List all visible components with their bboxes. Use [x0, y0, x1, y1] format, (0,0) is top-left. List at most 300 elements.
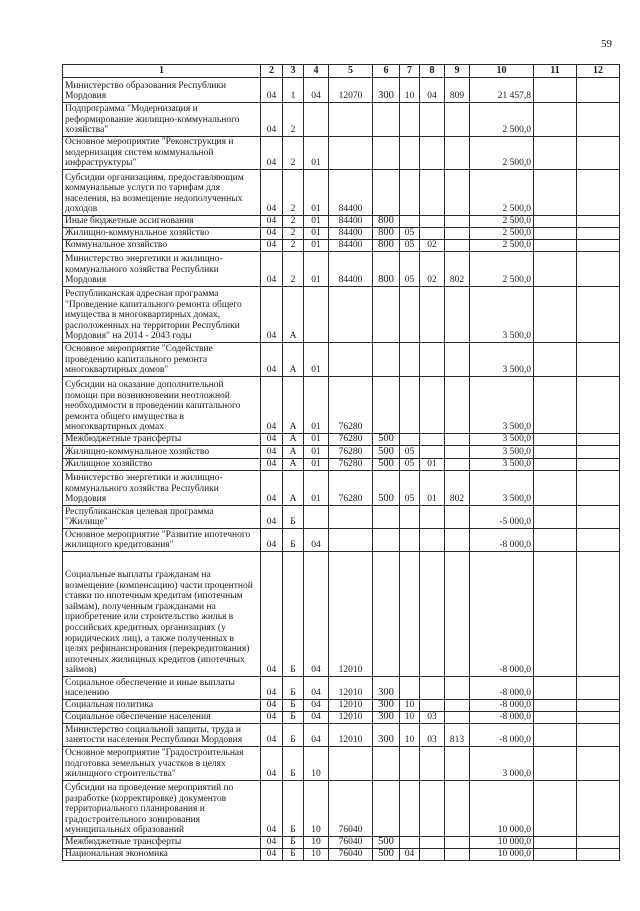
- cell-col-12: [577, 103, 620, 137]
- row-name: Республиканская адресная программа "Проведение капитального ремонта общего имущества в многоквартирных домах, расположенных на территории Республики Мордовия" на 2014 - 2043 годы: [63, 287, 261, 343]
- cell-col-12: [577, 240, 620, 252]
- cell-amount: -8 000,0: [470, 724, 534, 747]
- column-header-9: 9: [445, 65, 470, 78]
- table-row: [63, 252, 620, 287]
- cell-ministry-code: 04: [261, 446, 283, 459]
- cell-section-code: 05: [400, 240, 420, 252]
- cell-program-code: А: [283, 377, 304, 434]
- row-name: Министерство энергетики и жилищно-коммунального хозяйства Республики Мордовия: [63, 252, 261, 287]
- table-row: [63, 137, 620, 170]
- row-name: Республиканская целевая программа "Жилище": [63, 506, 261, 529]
- cell-type-code: 300: [373, 78, 400, 103]
- cell-amount: 3 500,0: [470, 471, 534, 506]
- cell-col-12: [577, 252, 620, 287]
- row-name: Межбюджетные трансферты: [63, 434, 261, 446]
- table-row: [63, 781, 620, 837]
- cell-expense-code: 12010: [329, 552, 373, 677]
- row-name: Субсидии на проведение мероприятий по разработке (корректировке) документов территориального планирования и градостроительного зонирования муниципальных образований: [63, 781, 261, 837]
- cell-type-code: 300: [373, 712, 400, 724]
- table-row: [63, 700, 620, 712]
- cell-col-12: [577, 677, 620, 700]
- cell-col-11: [534, 471, 577, 506]
- cell-col-12: [577, 552, 620, 677]
- cell-section-code: [400, 677, 420, 700]
- cell-col-12: [577, 434, 620, 446]
- cell-section-code: [400, 287, 420, 343]
- cell-agency-code: [445, 137, 470, 170]
- cell-subsection-code: 02: [420, 240, 445, 252]
- cell-ministry-code: 04: [261, 103, 283, 137]
- row-name: Министерство образования Республики Мордовия: [63, 78, 261, 103]
- cell-expense-code: 76040: [329, 781, 373, 837]
- cell-col-12: [577, 529, 620, 552]
- cell-amount: 3 500,0: [470, 377, 534, 434]
- table-row: [63, 446, 620, 459]
- cell-program-code: А: [283, 459, 304, 471]
- cell-amount: 2 500,0: [470, 252, 534, 287]
- cell-type-code: 500: [373, 471, 400, 506]
- cell-col-11: [534, 137, 577, 170]
- table-row: [63, 216, 620, 228]
- cell-expense-code: 84400: [329, 170, 373, 216]
- cell-ministry-code: 04: [261, 170, 283, 216]
- cell-ministry-code: 04: [261, 724, 283, 747]
- cell-amount: 3 500,0: [470, 459, 534, 471]
- cell-program-code: 2: [283, 103, 304, 137]
- cell-ministry-code: 04: [261, 747, 283, 781]
- cell-subsection-code: [420, 506, 445, 529]
- cell-subprogram-code: 10: [304, 837, 329, 849]
- cell-section-code: [400, 747, 420, 781]
- cell-ministry-code: 04: [261, 506, 283, 529]
- cell-program-code: А: [283, 343, 304, 377]
- cell-program-code: 1: [283, 78, 304, 103]
- cell-expense-code: [329, 103, 373, 137]
- cell-ministry-code: 04: [261, 529, 283, 552]
- cell-type-code: [373, 377, 400, 434]
- cell-col-11: [534, 712, 577, 724]
- cell-subsection-code: [420, 287, 445, 343]
- cell-section-code: 04: [400, 849, 420, 861]
- cell-subsection-code: [420, 377, 445, 434]
- cell-section-code: [400, 434, 420, 446]
- cell-col-12: [577, 343, 620, 377]
- cell-type-code: 300: [373, 724, 400, 747]
- cell-col-12: [577, 446, 620, 459]
- cell-subsection-code: [420, 216, 445, 228]
- cell-agency-code: [445, 677, 470, 700]
- table-row: [63, 170, 620, 216]
- cell-subsection-code: [420, 343, 445, 377]
- column-header-11: 11: [534, 65, 577, 78]
- table-header-row: [63, 65, 620, 78]
- cell-subprogram-code: 04: [304, 677, 329, 700]
- cell-subprogram-code: 01: [304, 434, 329, 446]
- cell-amount: 10 000,0: [470, 837, 534, 849]
- cell-amount: 2 500,0: [470, 240, 534, 252]
- cell-section-code: [400, 137, 420, 170]
- cell-subprogram-code: 10: [304, 747, 329, 781]
- cell-ministry-code: 04: [261, 377, 283, 434]
- row-name: Подпрограмма "Модернизация и реформирование жилищно-коммунального хозяйства": [63, 103, 261, 137]
- cell-program-code: А: [283, 434, 304, 446]
- row-name: Основное мероприятие "Градостроительная подготовка земельных участков в целях жилищного строительства": [63, 747, 261, 781]
- cell-col-11: [534, 170, 577, 216]
- cell-amount: 2 500,0: [470, 228, 534, 240]
- cell-subprogram-code: 01: [304, 343, 329, 377]
- cell-agency-code: [445, 700, 470, 712]
- cell-section-code: 10: [400, 700, 420, 712]
- cell-ministry-code: 04: [261, 228, 283, 240]
- row-name: Жилищно-коммунальное хозяйство: [63, 446, 261, 459]
- cell-ministry-code: 04: [261, 712, 283, 724]
- cell-type-code: [373, 287, 400, 343]
- table-row: [63, 459, 620, 471]
- cell-col-11: [534, 446, 577, 459]
- cell-expense-code: [329, 506, 373, 529]
- cell-type-code: 500: [373, 837, 400, 849]
- cell-expense-code: 76280: [329, 377, 373, 434]
- cell-subsection-code: 03: [420, 712, 445, 724]
- table-row: [63, 343, 620, 377]
- cell-ministry-code: 04: [261, 837, 283, 849]
- cell-col-12: [577, 849, 620, 861]
- cell-amount: -8 000,0: [470, 529, 534, 552]
- cell-col-12: [577, 700, 620, 712]
- cell-type-code: 300: [373, 700, 400, 712]
- cell-agency-code: [445, 287, 470, 343]
- cell-subprogram-code: 01: [304, 459, 329, 471]
- cell-subsection-code: 01: [420, 471, 445, 506]
- cell-section-code: [400, 552, 420, 677]
- row-name: Субсидии организациям, предоставляющим коммунальные услуги по тарифам для населения, на возмещение недополученных доходов: [63, 170, 261, 216]
- cell-expense-code: 84400: [329, 228, 373, 240]
- cell-col-11: [534, 287, 577, 343]
- cell-ministry-code: 04: [261, 700, 283, 712]
- row-name: Национальная экономика: [63, 849, 261, 861]
- cell-amount: 2 500,0: [470, 137, 534, 170]
- cell-type-code: [373, 529, 400, 552]
- cell-col-11: [534, 343, 577, 377]
- cell-agency-code: [445, 228, 470, 240]
- cell-type-code: 500: [373, 459, 400, 471]
- cell-type-code: [373, 137, 400, 170]
- cell-subprogram-code: 04: [304, 724, 329, 747]
- cell-amount: 3 500,0: [470, 434, 534, 446]
- cell-col-11: [534, 700, 577, 712]
- column-header-10: 10: [470, 65, 534, 78]
- cell-program-code: Б: [283, 781, 304, 837]
- cell-col-12: [577, 471, 620, 506]
- table-row: [63, 747, 620, 781]
- cell-expense-code: 76280: [329, 459, 373, 471]
- cell-subsection-code: [420, 137, 445, 170]
- cell-section-code: [400, 781, 420, 837]
- column-header-5: 5: [329, 65, 373, 78]
- cell-ministry-code: 04: [261, 677, 283, 700]
- cell-col-12: [577, 228, 620, 240]
- cell-agency-code: [445, 529, 470, 552]
- cell-type-code: 800: [373, 228, 400, 240]
- row-name: Основное мероприятие "Содействие проведению капитального ремонта многоквартирных домов": [63, 343, 261, 377]
- cell-program-code: А: [283, 471, 304, 506]
- cell-col-12: [577, 137, 620, 170]
- cell-ministry-code: 04: [261, 343, 283, 377]
- cell-expense-code: 84400: [329, 216, 373, 228]
- cell-agency-code: [445, 747, 470, 781]
- cell-col-11: [534, 781, 577, 837]
- table-row: [63, 377, 620, 434]
- cell-type-code: [373, 506, 400, 529]
- cell-agency-code: [445, 103, 470, 137]
- cell-subprogram-code: 01: [304, 137, 329, 170]
- cell-col-11: [534, 677, 577, 700]
- cell-section-code: 10: [400, 712, 420, 724]
- cell-program-code: Б: [283, 849, 304, 861]
- cell-expense-code: 84400: [329, 240, 373, 252]
- cell-subprogram-code: 10: [304, 781, 329, 837]
- cell-agency-code: [445, 552, 470, 677]
- cell-program-code: Б: [283, 747, 304, 781]
- cell-subprogram-code: [304, 506, 329, 529]
- cell-program-code: Б: [283, 837, 304, 849]
- cell-col-11: [534, 78, 577, 103]
- cell-program-code: 2: [283, 170, 304, 216]
- column-header-12: 12: [577, 65, 620, 78]
- cell-ministry-code: 04: [261, 434, 283, 446]
- cell-program-code: А: [283, 287, 304, 343]
- cell-type-code: 300: [373, 677, 400, 700]
- cell-ministry-code: 04: [261, 849, 283, 861]
- cell-col-11: [534, 747, 577, 781]
- cell-subprogram-code: 01: [304, 228, 329, 240]
- cell-ministry-code: 04: [261, 287, 283, 343]
- cell-col-12: [577, 781, 620, 837]
- cell-subsection-code: [420, 781, 445, 837]
- cell-section-code: [400, 343, 420, 377]
- cell-agency-code: [445, 434, 470, 446]
- cell-subsection-code: [420, 700, 445, 712]
- cell-subsection-code: 04: [420, 78, 445, 103]
- cell-section-code: [400, 529, 420, 552]
- cell-col-11: [534, 252, 577, 287]
- cell-ministry-code: 04: [261, 552, 283, 677]
- cell-subprogram-code: 04: [304, 552, 329, 677]
- cell-col-11: [534, 724, 577, 747]
- table-row: [63, 837, 620, 849]
- cell-subsection-code: [420, 849, 445, 861]
- cell-subsection-code: 01: [420, 459, 445, 471]
- cell-program-code: 2: [283, 240, 304, 252]
- cell-col-11: [534, 552, 577, 677]
- cell-agency-code: [445, 849, 470, 861]
- cell-amount: -8 000,0: [470, 552, 534, 677]
- cell-agency-code: [445, 506, 470, 529]
- cell-subsection-code: [420, 228, 445, 240]
- table-row: [63, 434, 620, 446]
- cell-type-code: [373, 103, 400, 137]
- cell-amount: 3 500,0: [470, 287, 534, 343]
- cell-col-12: [577, 216, 620, 228]
- cell-expense-code: [329, 747, 373, 781]
- cell-ministry-code: 04: [261, 137, 283, 170]
- cell-col-12: [577, 377, 620, 434]
- cell-agency-code: [445, 170, 470, 216]
- cell-col-11: [534, 459, 577, 471]
- cell-program-code: Б: [283, 724, 304, 747]
- cell-expense-code: 12010: [329, 700, 373, 712]
- cell-agency-code: 802: [445, 471, 470, 506]
- cell-amount: 2 500,0: [470, 170, 534, 216]
- cell-type-code: [373, 747, 400, 781]
- cell-section-code: [400, 377, 420, 434]
- cell-subprogram-code: 01: [304, 240, 329, 252]
- cell-ministry-code: 04: [261, 252, 283, 287]
- row-name: Жилищное хозяйство: [63, 459, 261, 471]
- cell-type-code: [373, 552, 400, 677]
- cell-subsection-code: 02: [420, 252, 445, 287]
- cell-type-code: [373, 781, 400, 837]
- cell-type-code: 800: [373, 252, 400, 287]
- cell-section-code: [400, 216, 420, 228]
- cell-col-12: [577, 459, 620, 471]
- cell-col-11: [534, 240, 577, 252]
- cell-amount: -8 000,0: [470, 700, 534, 712]
- cell-col-11: [534, 103, 577, 137]
- cell-section-code: 10: [400, 724, 420, 747]
- row-name: Социальная политика: [63, 700, 261, 712]
- table-row: [63, 552, 620, 677]
- table-row: [63, 849, 620, 861]
- cell-col-11: [534, 228, 577, 240]
- cell-expense-code: 84400: [329, 252, 373, 287]
- cell-section-code: 10: [400, 78, 420, 103]
- column-header-6: 6: [373, 65, 400, 78]
- cell-amount: 3 500,0: [470, 446, 534, 459]
- cell-program-code: Б: [283, 677, 304, 700]
- cell-expense-code: [329, 529, 373, 552]
- table-row: [63, 240, 620, 252]
- cell-section-code: [400, 103, 420, 137]
- table-row: [63, 529, 620, 552]
- cell-expense-code: 76040: [329, 849, 373, 861]
- row-name: Министерство энергетики и жилищно-коммунального хозяйства Республики Мордовия: [63, 471, 261, 506]
- cell-agency-code: 809: [445, 78, 470, 103]
- cell-subprogram-code: 04: [304, 700, 329, 712]
- cell-type-code: [373, 343, 400, 377]
- cell-expense-code: 76280: [329, 434, 373, 446]
- table-row: [63, 724, 620, 747]
- cell-program-code: Б: [283, 700, 304, 712]
- cell-ministry-code: 04: [261, 216, 283, 228]
- row-name: Министерство социальной защиты, труда и занятости населения Республики Мордовия: [63, 724, 261, 747]
- cell-col-12: [577, 712, 620, 724]
- table-row: [63, 228, 620, 240]
- row-name: Иные бюджетные ассигнования: [63, 216, 261, 228]
- cell-expense-code: 76280: [329, 446, 373, 459]
- cell-agency-code: 813: [445, 724, 470, 747]
- cell-subsection-code: [420, 677, 445, 700]
- cell-agency-code: 802: [445, 252, 470, 287]
- column-header-1: 1: [63, 65, 261, 78]
- cell-amount: -8 000,0: [470, 712, 534, 724]
- cell-expense-code: 12010: [329, 712, 373, 724]
- table-row: [63, 78, 620, 103]
- row-name: Коммунальное хозяйство: [63, 240, 261, 252]
- cell-section-code: [400, 837, 420, 849]
- cell-subprogram-code: 04: [304, 529, 329, 552]
- cell-program-code: 2: [283, 137, 304, 170]
- cell-amount: -5 000,0: [470, 506, 534, 529]
- cell-col-12: [577, 724, 620, 747]
- cell-subsection-code: [420, 552, 445, 677]
- cell-amount: 3 500,0: [470, 343, 534, 377]
- budget-table: [62, 64, 620, 861]
- cell-agency-code: [445, 712, 470, 724]
- column-header-8: 8: [420, 65, 445, 78]
- cell-program-code: Б: [283, 529, 304, 552]
- cell-expense-code: 12010: [329, 677, 373, 700]
- cell-ministry-code: 04: [261, 781, 283, 837]
- cell-expense-code: 76040: [329, 837, 373, 849]
- cell-section-code: 05: [400, 459, 420, 471]
- row-name: Социальные выплаты гражданам на возмещение (компенсацию) части процентной ставки по ипотечным кредитам (ипотечным займам), полученным гражданами на приобретение или строительство жилья в российских кредитных организациях (у юридических лиц), а также полученных в целях рефинансирования (перекредитования) ипотечных жилищных кредитов (ипотечных займов): [63, 552, 261, 677]
- cell-amount: -8 000,0: [470, 677, 534, 700]
- cell-ministry-code: 04: [261, 78, 283, 103]
- cell-program-code: 2: [283, 252, 304, 287]
- cell-subprogram-code: 01: [304, 170, 329, 216]
- cell-ministry-code: 04: [261, 471, 283, 506]
- cell-col-11: [534, 434, 577, 446]
- cell-col-11: [534, 529, 577, 552]
- cell-type-code: 800: [373, 216, 400, 228]
- row-name: Социальное обеспечение и иные выплаты населению: [63, 677, 261, 700]
- cell-section-code: [400, 506, 420, 529]
- cell-subprogram-code: 10: [304, 849, 329, 861]
- cell-subprogram-code: 01: [304, 446, 329, 459]
- cell-agency-code: [445, 240, 470, 252]
- cell-amount: 3 000,0: [470, 747, 534, 781]
- row-name: Жилищно-коммунальное хозяйство: [63, 228, 261, 240]
- cell-agency-code: [445, 837, 470, 849]
- column-header-4: 4: [304, 65, 329, 78]
- cell-subsection-code: [420, 103, 445, 137]
- cell-agency-code: [445, 446, 470, 459]
- column-header-2: 2: [261, 65, 283, 78]
- cell-subprogram-code: 04: [304, 78, 329, 103]
- cell-program-code: Б: [283, 552, 304, 677]
- cell-subsection-code: [420, 837, 445, 849]
- cell-section-code: 05: [400, 471, 420, 506]
- cell-program-code: Б: [283, 506, 304, 529]
- cell-subsection-code: [420, 747, 445, 781]
- cell-program-code: 2: [283, 216, 304, 228]
- cell-subprogram-code: 01: [304, 216, 329, 228]
- cell-section-code: [400, 170, 420, 216]
- cell-subprogram-code: 01: [304, 252, 329, 287]
- cell-subsection-code: [420, 446, 445, 459]
- row-name: Социальное обеспечение населения: [63, 712, 261, 724]
- cell-col-12: [577, 287, 620, 343]
- cell-col-11: [534, 837, 577, 849]
- column-header-3: 3: [283, 65, 304, 78]
- cell-col-12: [577, 747, 620, 781]
- table-row: [63, 677, 620, 700]
- cell-subsection-code: 03: [420, 724, 445, 747]
- cell-col-11: [534, 377, 577, 434]
- table-row: [63, 103, 620, 137]
- cell-subsection-code: [420, 529, 445, 552]
